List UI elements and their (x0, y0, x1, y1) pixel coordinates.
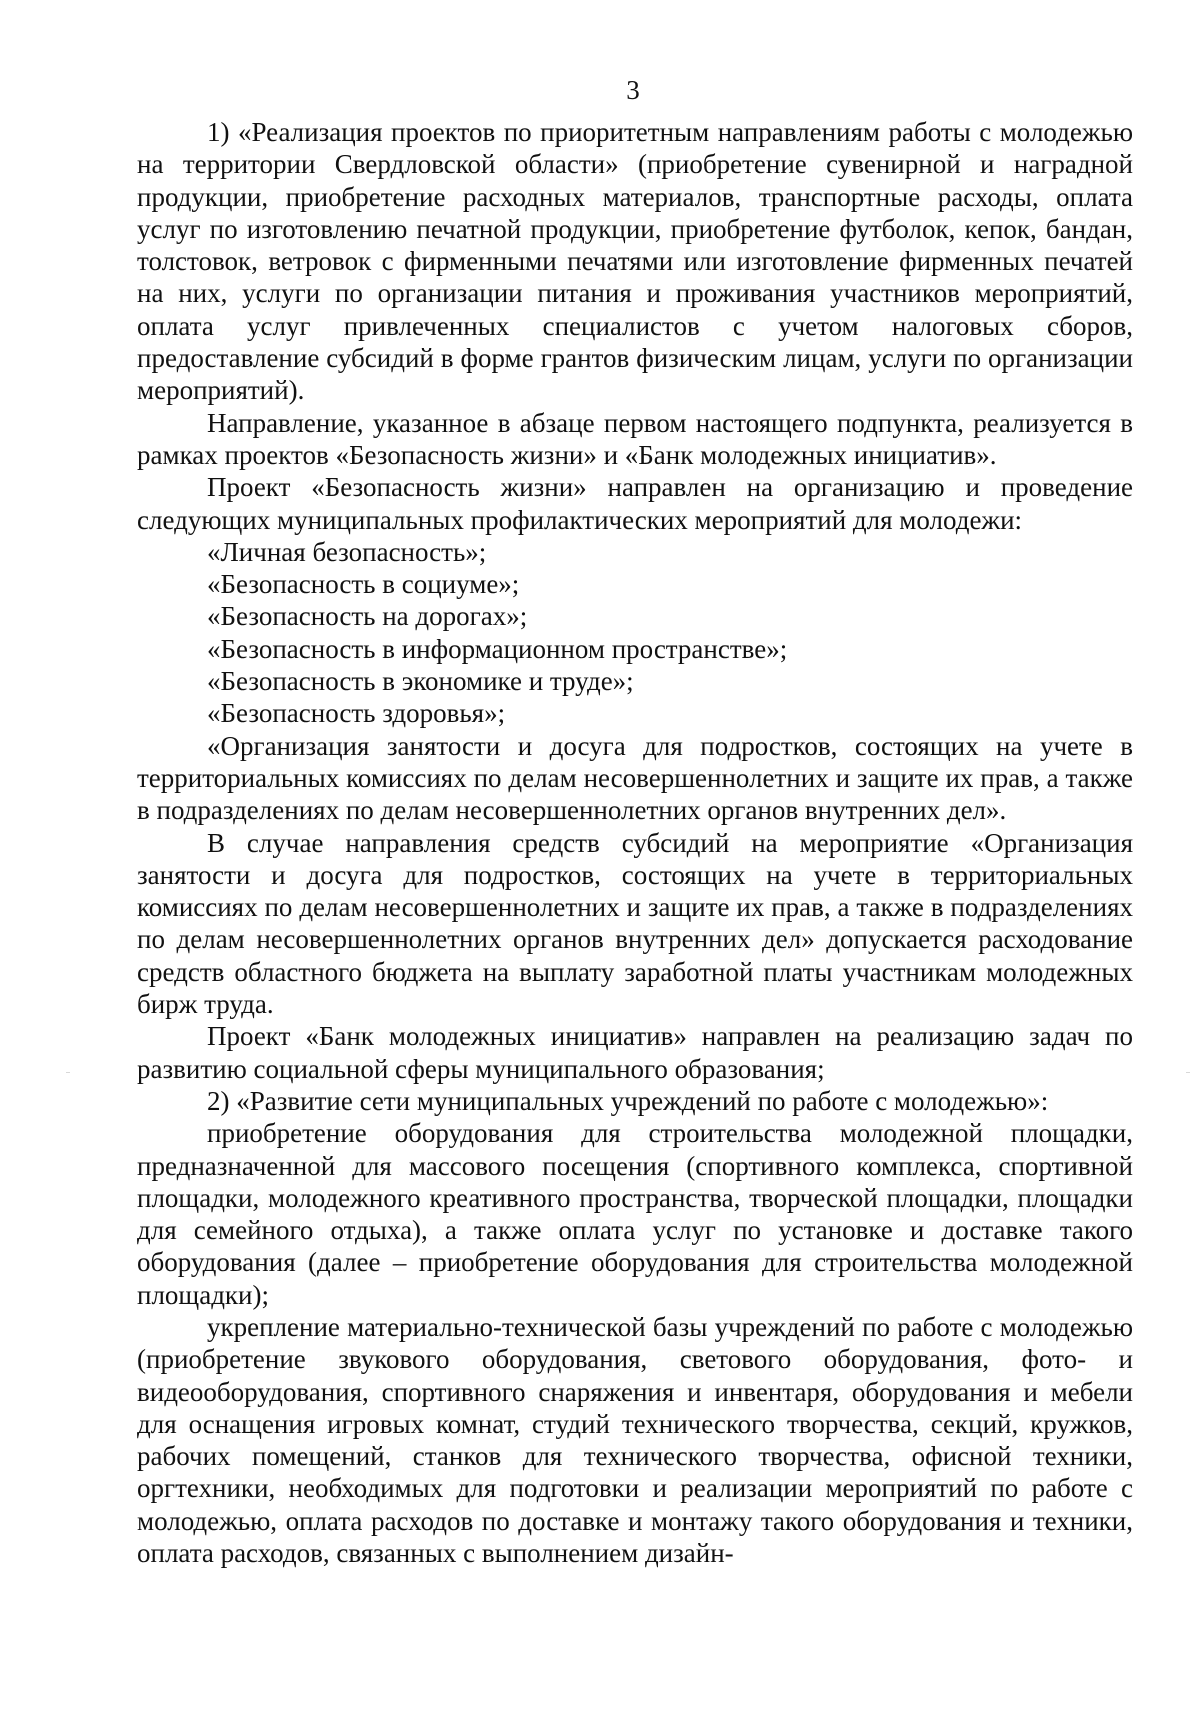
scan-edge-mark-left (66, 1072, 70, 1073)
list-item-health-safety: «Безопасность здоровья»; (207, 698, 506, 729)
paragraph-direction-note: Направление, указанное в абзаце первом настоящего подпункта, реализуется в рамках проектов «Безопасность жизни» и «Банк молодежных инициатив». (137, 407, 1133, 470)
paragraph-material-base: укрепление материально-технической базы учреждений по работе с молодежью (приобретение звукового оборудования, светового оборудования, фото- и видеооборудования, спортивного снаряжения и инвентаря, оборудования и мебели для оснащения игровых комнат, студий технического творчества, секций, кружков, рабочих помещений, станков для технического творчества, офисной техники, оргтехники, необходимых для подготовки и реализации мероприятий по работе с молодежью, оплата расходов по доставке и монтажу такого оборудования и техники, оплата расходов, связанных с выполнением дизайн- (137, 1311, 1133, 1569)
list-item-personal-safety: «Личная безопасность»; (207, 536, 487, 567)
scan-edge-mark-right (1186, 1072, 1190, 1073)
paragraph-item-1: 1) «Реализация проектов по приоритетным направлениям работы с молодежью на территории Свердловской области» (приобретение сувенирной и наградной продукции, приобретение расходных материалов, транспортные расходы, оплата услуг по изготовлению печатной продукции, приобретение футболок, кепок, бандан, толстовок, ветровок с фирменными печатями или изготовление фирменных печатей на них, услуги по организации питания и проживания участников мероприятий, оплата услуг привлеченных специалистов с учетом налоговых сборов, предоставление субсидий в форме грантов физическим лицам, услуги по организации мероприятий). (137, 117, 1133, 406)
document-body (137, 116, 1133, 1569)
paragraph-subsidy-case: В случае направления средств субсидий на мероприятие «Организация занятости и досуга для подростков, состоящих на учете в территориальных комиссиях по делам несовершеннолетних и защите их прав, а также в подразделениях по делам несовершеннолетних органов внутренних дел» допускается расходование средств областного бюджета на выплату заработной платы участникам молодежных бирж труда. (137, 827, 1133, 1020)
paragraph-safety-project: Проект «Безопасность жизни» направлен на организацию и проведение следующих муниципальных профилактических мероприятий для молодежи: (137, 472, 1133, 535)
paragraph-initiative-bank: Проект «Банк молодежных инициатив» направлен на реализацию задач по развитию социальной сферы муниципального образования; (137, 1021, 1133, 1084)
paragraph-employment-event: «Организация занятости и досуга для подростков, состоящих на учете в территориальных комиссиях по делам несовершеннолетних и защите их прав, а также в подразделениях по делам несовершеннолетних органов внутренних дел». (137, 730, 1133, 826)
list-item-information-safety: «Безопасность в информационном пространстве»; (207, 633, 788, 664)
list-item-economy-safety: «Безопасность в экономике и труде»; (207, 666, 634, 697)
list-item-road-safety: «Безопасность на дорогах»; (207, 601, 528, 632)
paragraph-item-2: 2) «Развитие сети муниципальных учреждений по работе с молодежью»: (207, 1085, 1049, 1116)
paragraph-equipment-purchase: приобретение оборудования для строительства молодежной площадки, предназначенной для массового посещения (спортивного комплекса, спортивной площадки, молодежного креативного пространства, творческой площадки, площадки для семейного отдыха), а также оплата услуг по установке и доставке такого оборудования (далее – приобретение оборудования для строительства молодежной площадки); (137, 1118, 1133, 1310)
list-item-society-safety: «Безопасность в социуме»; (207, 569, 520, 600)
page-number: 3 (626, 75, 640, 105)
